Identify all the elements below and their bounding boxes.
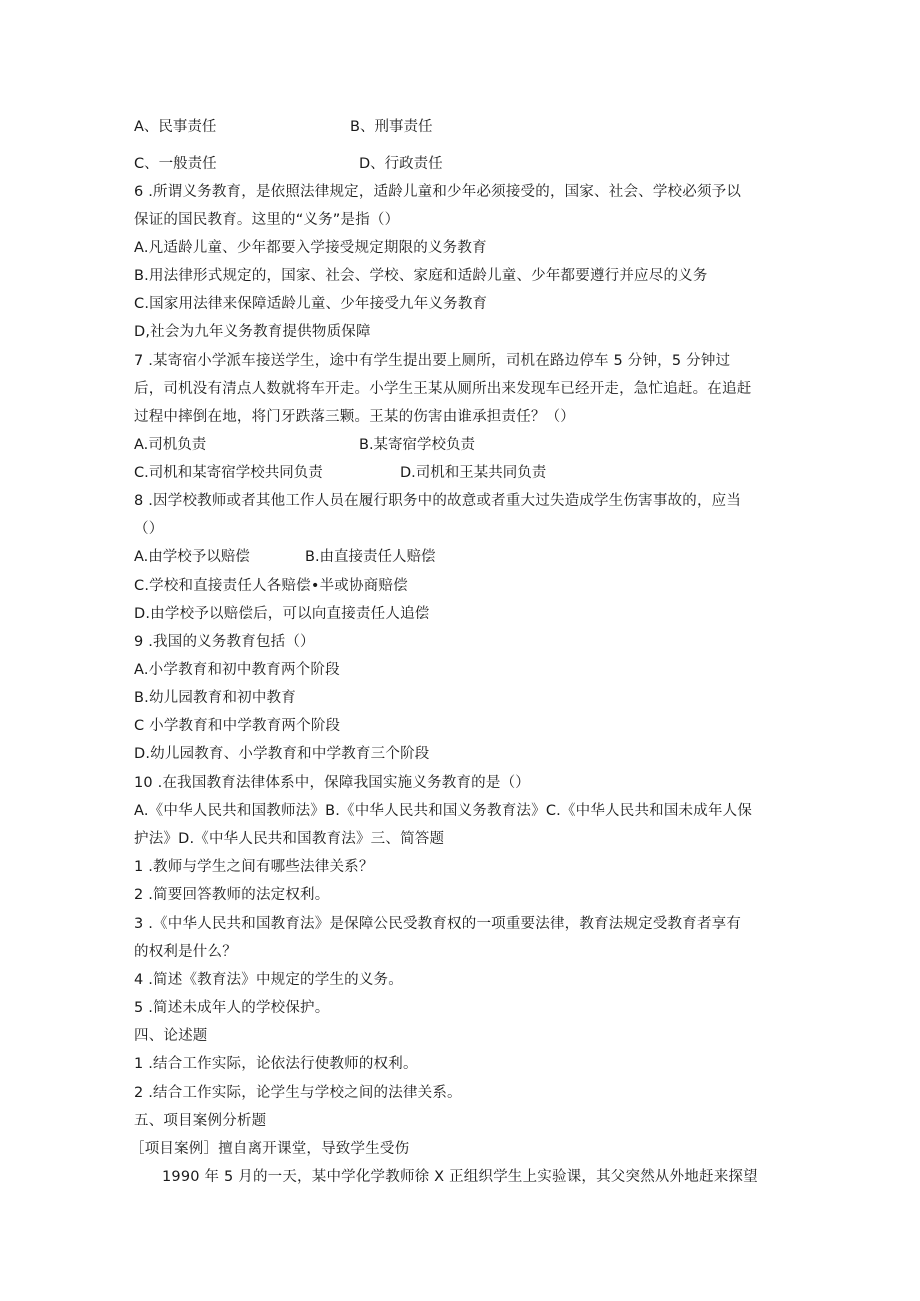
section-heading-case-analysis: 五、项目案例分析题 (134, 1113, 267, 1129)
question-7-option-d: D.司机和王某共同负责 (400, 465, 547, 481)
question-8-option-a: A.由学校予以赔偿 (134, 549, 250, 565)
question-6-option-d: D,社会为九年义务教育提供物质保障 (134, 324, 371, 340)
question-6-line-2: 保证的国民教育。这里的“义务”是指（） (134, 212, 400, 228)
question-8-line-1: 8 .因学校教师或者其他工作人员在履行职务中的故意或者重大过失造成学生伤害事故的，应当 (134, 493, 742, 509)
question-7-option-a: A.司机负责 (134, 437, 207, 453)
option-c-general-liability: C、一般责任 (134, 156, 217, 172)
question-7-line-2: 后，司机没有清点人数就将车开走。小学生王某从厕所出来发现车已经开走，急忙追赶。在追赶 (134, 381, 752, 397)
short-answer-3-line-1: 3 .《中华人民共和国教育法》是保障公民受教育权的一项重要法律，教育法规定受教育者享有 (134, 916, 742, 932)
question-8-option-d: D.由学校予以赔偿后，可以向直接责任人追偿 (134, 606, 430, 622)
option-a-civil-liability: A、民事责任 (134, 119, 217, 135)
question-6-option-a: A.凡适龄儿童、少年都要入学接受规定期限的义务教育 (134, 240, 487, 256)
question-10-line-2: A.《中华人民共和国教师法》B.《中华人民共和国义务教育法》C.《中华人民共和国未成年人保 (134, 803, 753, 819)
question-7-option-b: B.某寄宿学校负责 (359, 437, 476, 453)
question-10-line-3: 护法》D.《中华人民共和国教育法》三、简答题 (134, 831, 445, 847)
question-9-option-d: D.幼儿园教育、小学教育和中学教育三个阶段 (134, 746, 430, 762)
question-6-option-c: C.国家用法律来保障适龄儿童、少年接受九年义务教育 (134, 296, 488, 312)
question-9-option-b: B.幼儿园教育和初中教育 (134, 690, 296, 706)
essay-question-1: 1 .结合工作实际，论依法行使教师的权利。 (134, 1056, 418, 1072)
option-b-criminal-liability: B、刑事责任 (350, 119, 433, 135)
question-7-option-c: C.司机和某寄宿学校共同负责 (134, 465, 323, 481)
question-9-option-c: C 小学教育和中学教育两个阶段 (134, 718, 341, 734)
question-8-option-b: B.由直接责任人赔偿 (305, 549, 436, 565)
short-answer-4: 4 .简述《教育法》中规定的学生的义务。 (134, 972, 403, 988)
short-answer-2: 2 .简要回答教师的法定权利。 (134, 887, 330, 903)
question-9-option-a: A.小学教育和初中教育两个阶段 (134, 662, 340, 678)
question-7-line-1: 7 .某寄宿小学派车接送学生，途中有学生提出要上厕所，司机在路边停车 5 分钟，5 分钟过 (134, 353, 731, 369)
case-paragraph-line-1: 1990 年 5 月的一天，某中学化学教师徐 X 正组织学生上实验课，其父突然从外地赶来探望 (162, 1169, 758, 1185)
question-8-option-c: C.学校和直接责任人各赔偿•半或协商赔偿 (134, 578, 408, 594)
question-8-line-2: （） (134, 521, 164, 537)
option-d-administrative-liability: D、行政责任 (359, 156, 443, 172)
short-answer-3-line-2: 的权利是什么？ (134, 944, 237, 960)
short-answer-5: 5 .简述未成年人的学校保护。 (134, 1000, 330, 1016)
essay-question-2: 2 .结合工作实际，论学生与学校之间的法律关系。 (134, 1085, 462, 1101)
short-answer-1: 1 .教师与学生之间有哪些法律关系？ (134, 859, 374, 875)
case-title: ［项目案例］擅自离开课堂，导致学生受伤 (130, 1141, 410, 1157)
section-heading-essay: 四、论述题 (134, 1028, 208, 1044)
question-6-line-1: 6 .所谓义务教育，是依照法律规定，适龄儿童和少年必须接受的，国家、社会、学校必须予以 (134, 184, 742, 200)
question-10-line-1: 10 .在我国教育法律体系中，保障我国实施义务教育的是（） (134, 775, 530, 791)
question-7-line-3: 过程中摔倒在地，将门牙跌落三颗。王某的伤害由谁承担责任？（） (134, 409, 575, 425)
question-6-option-b: B.用法律形式规定的，国家、社会、学校、家庭和适龄儿童、少年都要遵行并应尽的义务 (134, 268, 708, 284)
question-9-line-1: 9 .我国的义务教育包括（） (134, 634, 315, 650)
